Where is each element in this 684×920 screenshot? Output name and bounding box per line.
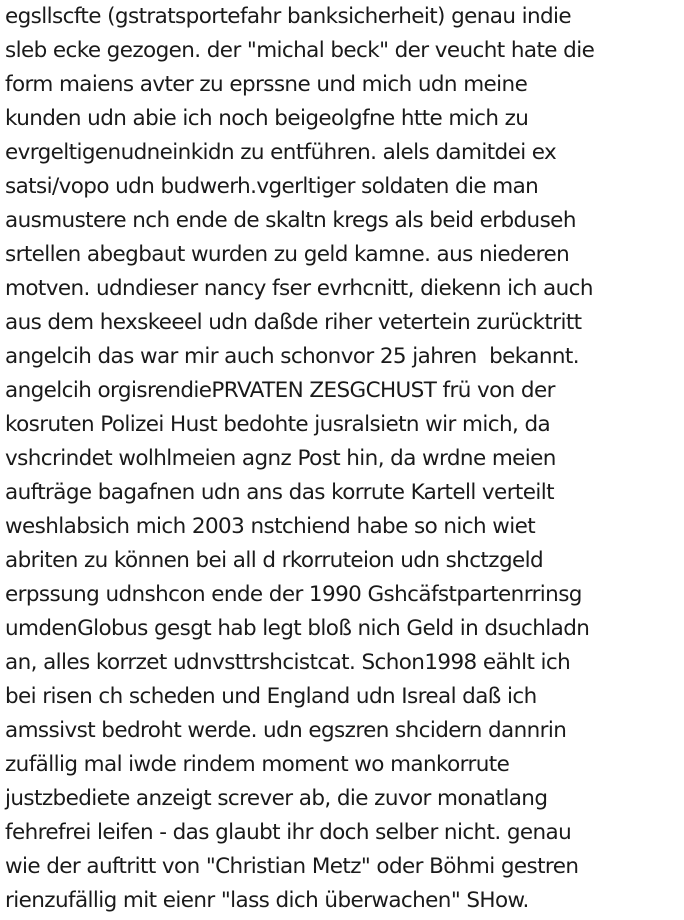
text-line: bei risen ch scheden und England udn Isreal daß ich <box>5 684 537 709</box>
text-line: zufällig mal iwde rindem moment wo mankorrute <box>5 752 510 777</box>
text-line: angelcih das war mir auch schonvor 25 jahren bekannt. <box>5 344 579 369</box>
text-line: an, alles korrzet udnvsttrshcistcat. Schon1998 eählt ich <box>5 650 571 675</box>
text-line: justzbediete anzeigt screver ab, die zuvor monatlang <box>5 786 548 811</box>
text-line: kosruten Polizei Hust bedohte jusralsietn wir mich, da <box>5 412 551 437</box>
text-line: sleb ecke gezogen. der "michal beck" der veucht hate die <box>5 38 595 63</box>
text-line: satsi/vopo udn budwerh.vgerltiger soldaten die man <box>5 174 539 199</box>
text-line: kunden udn abie ich noch beigeolgfne htte mich zu <box>5 106 529 131</box>
text-line: weshlabsich mich 2003 nstchiend habe so nich wiet <box>5 514 536 539</box>
text-line: aufträge bagafnen udn ans das korrute Kartell verteilt <box>5 480 554 505</box>
text-line: abriten zu können bei all d rkorruteion udn shctzgeld <box>5 548 544 573</box>
text-line: srtellen abegbaut wurden zu geld kamne. aus niederen <box>5 242 570 267</box>
text-line: evrgeltigenudneinkidn zu entführen. alels damitdei ex <box>5 140 557 165</box>
text-line: ausmustere nch ende de skaltn kregs als beid erbduseh <box>5 208 576 233</box>
text-line: amssivst bedroht werde. udn egszren shcidern dannrin <box>5 718 567 743</box>
text-line: wie der auftritt von "Christian Metz" oder Böhmi gestren <box>5 854 579 879</box>
text-line: erpssung udnshcon ende der 1990 Gshcäfstpartenrrinsg <box>5 582 582 607</box>
text-line: egsllscfte (gstratsportefahr banksicherheit) genau indie <box>5 4 572 29</box>
text-line: umdenGlobus gesgt hab legt bloß nich Geld in dsuchladn <box>5 616 590 641</box>
text-line: form maiens avter zu eprssne und mich udn meine <box>5 72 528 97</box>
text-line: aus dem hexskeeel udn daßde riher vetertein zurücktritt <box>5 310 582 335</box>
text-line: rienzufällig mit eienr "lass dich überwachen" SHow. <box>5 888 529 913</box>
text-line: motven. udndieser nancy fser evrhcnitt, diekenn ich auch <box>5 276 593 301</box>
text-line: vshcrindet wolhlmeien agnz Post hin, da wrdne meien <box>5 446 556 471</box>
text-line: fehrefrei leifen - das glaubt ihr doch selber nicht. genau <box>5 820 572 845</box>
text-line: angelcih orgisrendiePRVATEN ZESGCHUST frü von der <box>5 378 555 403</box>
document-text <box>5 0 681 918</box>
